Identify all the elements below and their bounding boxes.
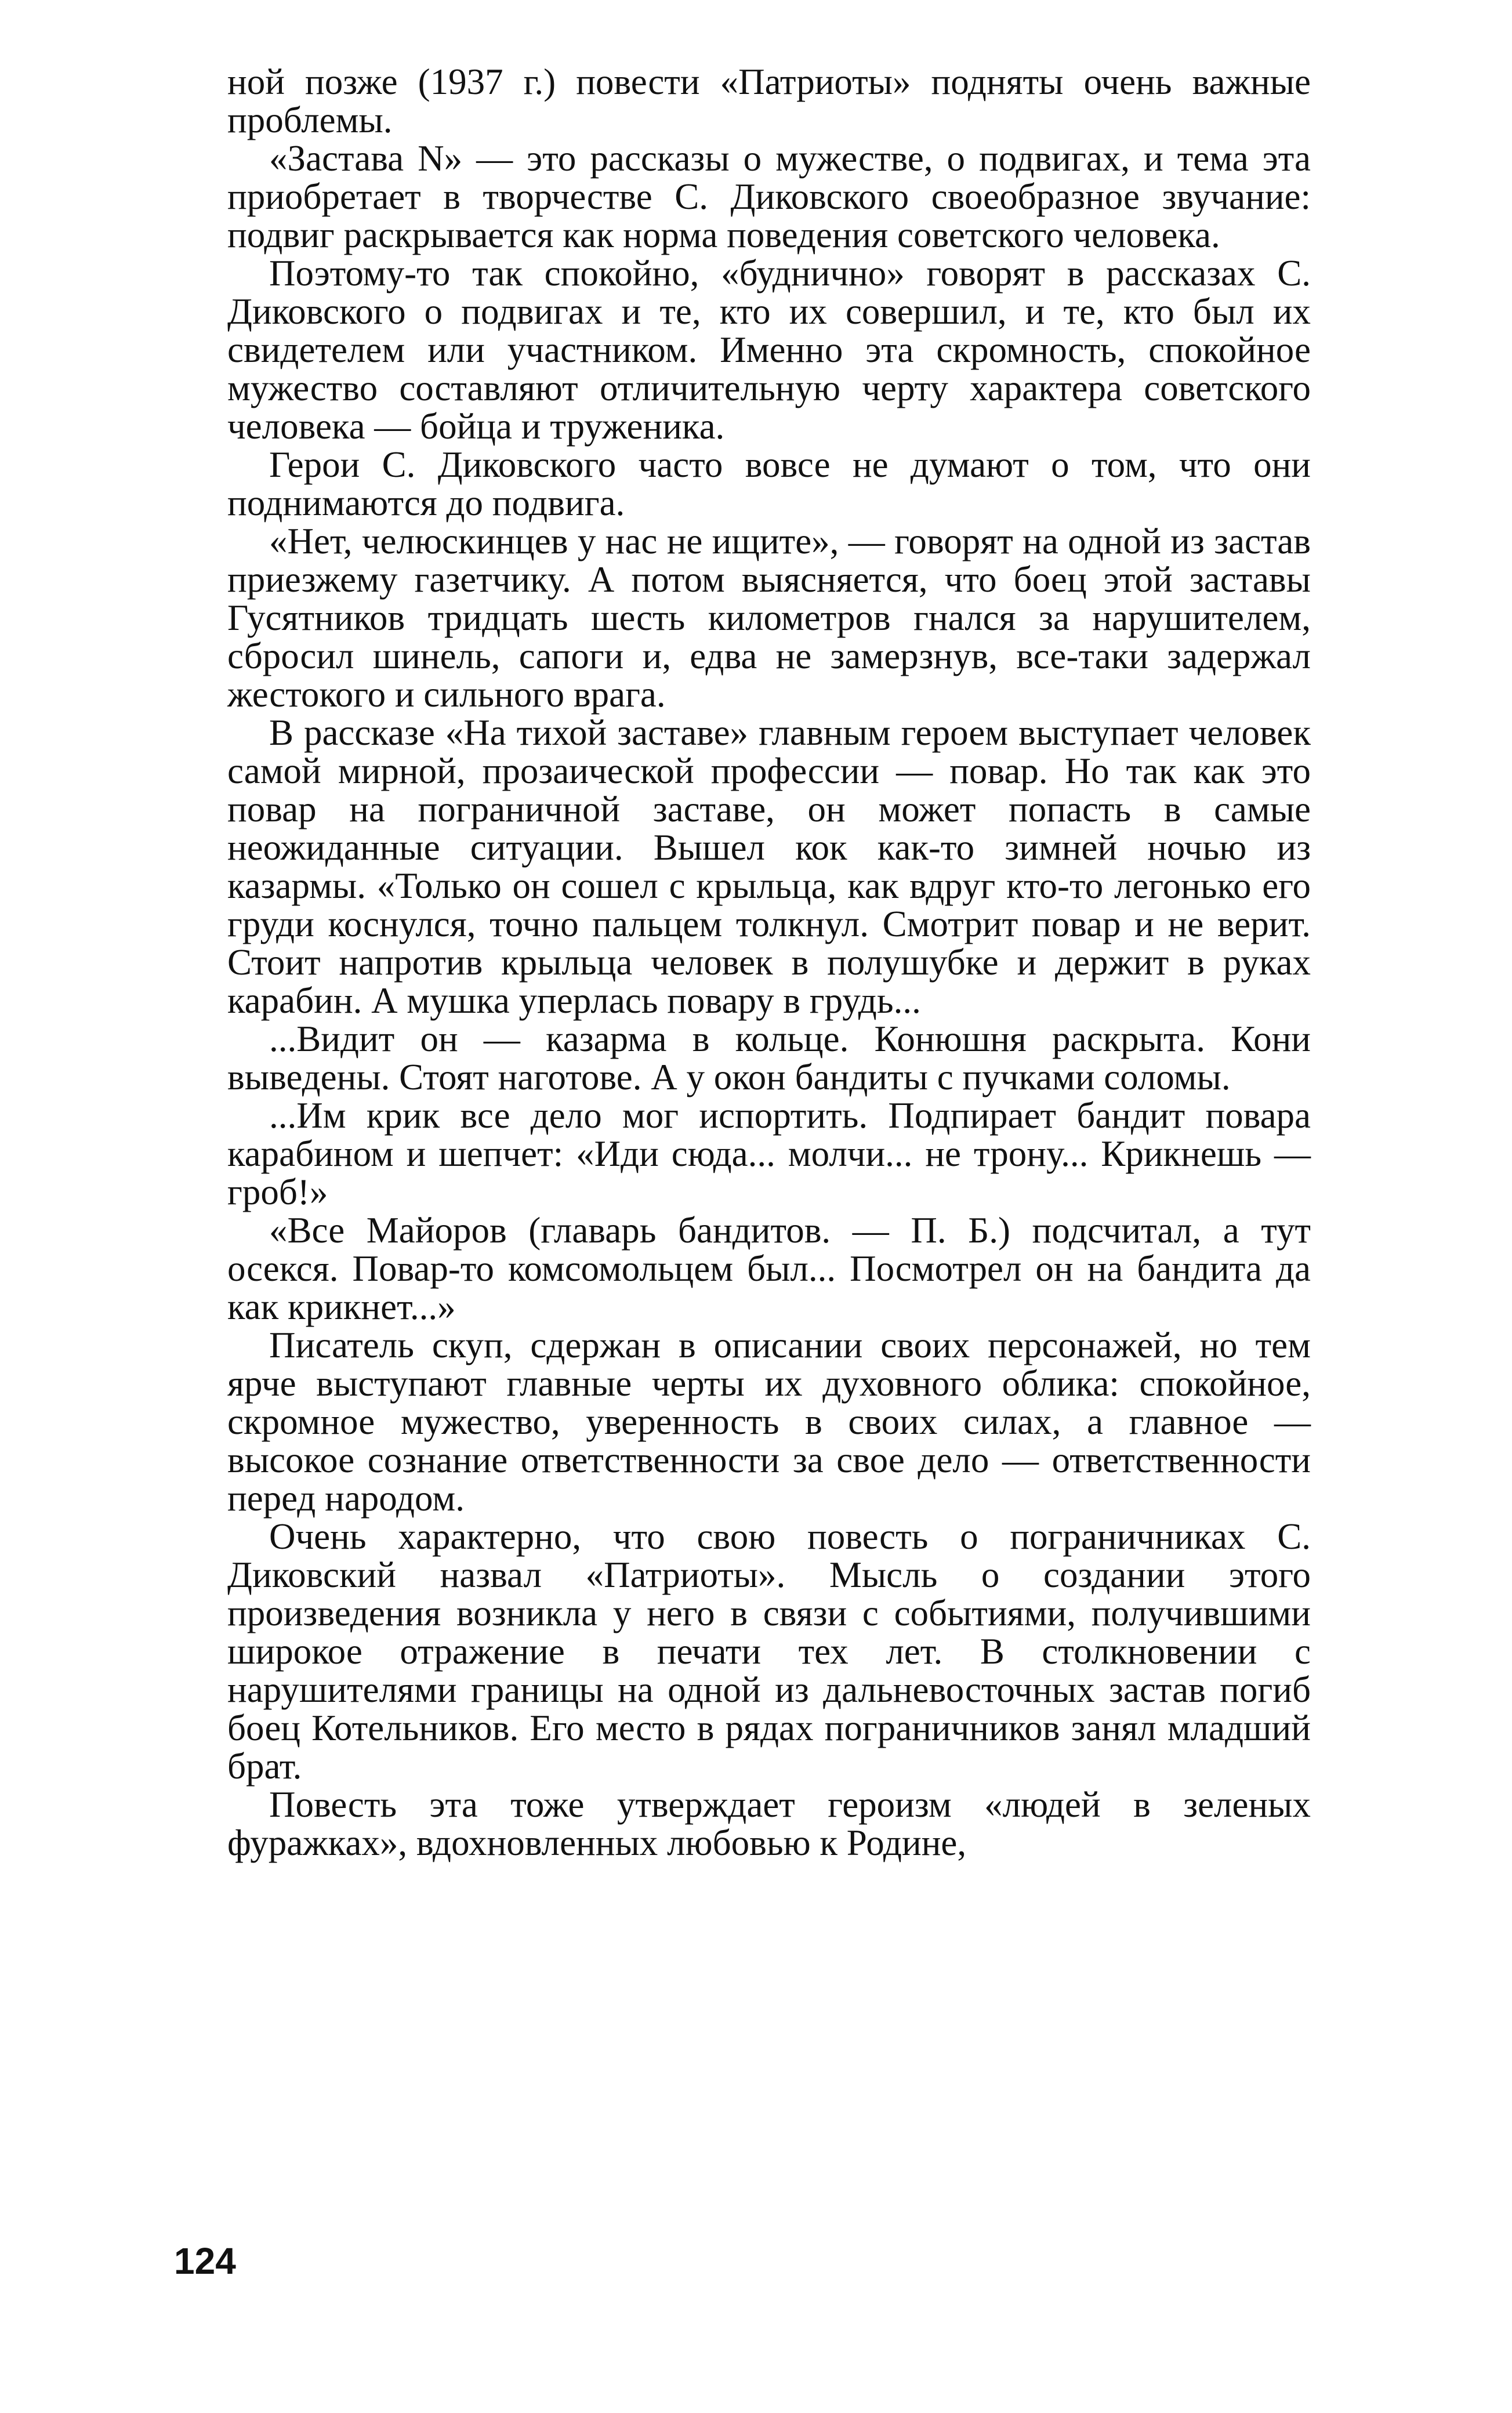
paragraph: Очень характерно, что свою повесть о пограничниках С. Диковский назвал «Патриоты». Мысль о создании этого произведения возникла у него в связи с событиями, получившими широкое отражение в печати тех лет. В столкновении с нарушителями границы на одной из дальневосточных застав погиб боец Котельников. Его место в рядах пограничников занял младший брат. xyxy=(227,1516,1311,1787)
paragraph: ...Им крик все дело мог испортить. Подпирает бандит повара карабином и шепчет: «Иди сюда... молчи... не трону... Крикнешь — гроб!» xyxy=(227,1095,1311,1212)
body-text xyxy=(227,63,1311,1862)
paragraph: ...Видит он — казарма в кольце. Конюшня раскрыта. Кони выведены. Стоят наготове. А у окон бандиты с пучками соломы. xyxy=(227,1019,1311,1097)
paragraph: «Все Майоров (главарь бандитов. — П. Б.) подсчитал, а тут осекся. Повар-то комсомольцем был... Посмотрел он на бандита да как крикнет...» xyxy=(227,1210,1311,1327)
paragraph: Повесть эта тоже утверждает героизм «людей в зеленых фуражках», вдохновленных любовью к Родине, xyxy=(227,1784,1311,1863)
page-number: 124 xyxy=(174,2240,236,2282)
paragraph: «Застава N» — это рассказы о мужестве, о подвигах, и тема эта приобретает в творчестве С. Диковского своеобразное звучание: подвиг раскрывается как норма поведения советского человека. xyxy=(227,138,1311,255)
paragraph: «Нет, челюскинцев у нас не ищите», — говорят на одной из застав приезжему газетчику. А потом выясняется, что боец этой заставы Гусятников тридцать шесть километров гнался за нарушителем, сбросил шинель, сапоги и, едва не замерзнув, все-таки задержал жестокого и сильного врага. xyxy=(227,521,1311,715)
paragraph: В рассказе «На тихой заставе» главным героем выступает человек самой мирной, прозаической профессии — повар. Но так как это повар на пограничной заставе, он может попасть в самые неожиданные ситуации. Вышел кок как-то зимней ночью из казармы. «Только он сошел с крыльца, как вдруг кто-то легонько его груди коснулся, точно пальцем толкнул. Смотрит повар и не верит. Стоит напротив крыльца человек в полушубке и держит в руках карабин. А мушка уперлась повару в грудь... xyxy=(227,712,1311,1021)
paragraph: Писатель скуп, сдержан в описании своих персонажей, но тем ярче выступают главные черты их духовного облика: спокойное, скромное мужество, уверенность в своих силах, а главное — высокое сознание ответственности за свое дело — ответственности перед народом. xyxy=(227,1325,1311,1519)
paragraph: Поэтому-то так спокойно, «буднично» говорят в рассказах С. Диковского о подвигах и те, кто их совершил, и те, кто был их свидетелем или участником. Именно эта скромность, спокойное мужество составляют отличительную черту характера советского человека — бойца и труженика. xyxy=(227,253,1311,447)
paragraph: Герои С. Диковского часто вовсе не думают о том, что они поднимаются до подвига. xyxy=(227,444,1311,523)
paragraph: ной позже (1937 г.) повести «Патриоты» подняты очень важные проблемы. xyxy=(227,61,1311,140)
